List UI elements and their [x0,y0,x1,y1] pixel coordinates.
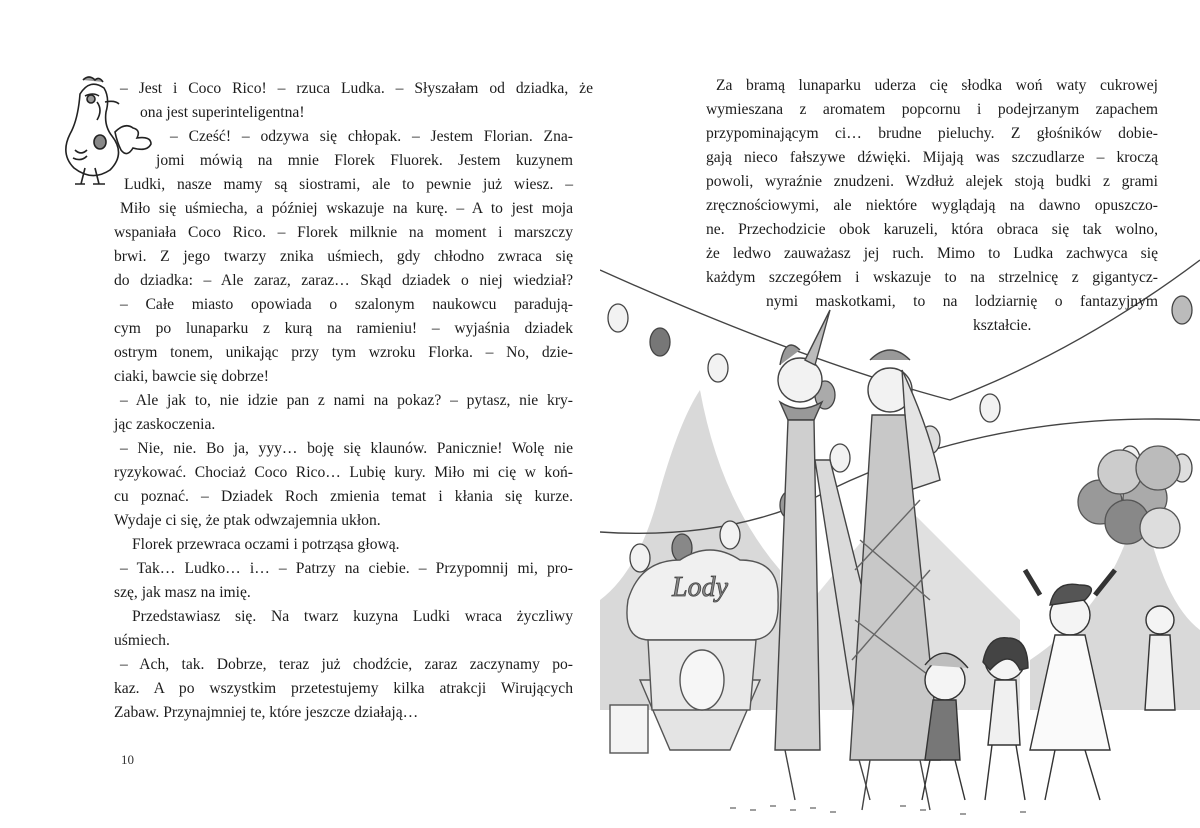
text-line: – Jest i Coco Rico! – rzuca Ludka. – Słyszałam od dziadka, że [120,80,593,97]
text-line: cym po lunaparku z kurą na ramieniu! – wyjaśnia dziadek [114,320,573,337]
text-line: ne. Przechodzicie obok karuzeli, która obraca się tak wolno, [706,221,1158,238]
text-line: nymi maskotkami, to na lodziarnię o fantazyjnym [766,293,1158,310]
lody-sign: Lody [672,572,728,603]
page-number: 10 [121,752,134,767]
right-page [600,0,1200,828]
text-line: – Nie, nie. Bo ja, yyy… boję się klaunów. Panicznie! Wolę nie [120,440,573,457]
text-line: Przedstawiasz się. Na twarz kuzyna Ludki wraca życzliwy [132,608,573,625]
text-line: – Całe miasto opowiada o szalonym naukowcu paradują- [120,296,573,313]
text-line: – Ale jak to, nie idzie pan z nami na pokaz? – pytasz, nie kry- [120,392,573,409]
text-line: ona jest superinteligentna! [140,104,305,121]
text-line: – Cześć! – odzywa się chłopak. – Jestem Florian. Zna- [170,128,573,145]
text-line: Ludki, nasze mamy są siostrami, ale to pewnie już wiesz. – [124,176,573,193]
text-line: – Ach, tak. Dobrze, teraz już chodźcie, zaraz zaczynamy po- [120,656,573,673]
text-line: powoli, wyraźnie znudzeni. Wzdłuż alejek stoją budki z grami [706,173,1158,190]
text-line: gają nieco fałszywe dźwięki. Mijają was szczudlarze – kroczą [706,149,1158,166]
text-line: Florek przewraca oczami i potrząsa głową. [132,536,400,553]
text-line: ryzykować. Chociaż Coco Rico… Lubię kury. Miło mi cię w koń- [114,464,573,481]
text-line: Wydaje ci się, że ptak odwzajemnia ukłon. [114,512,381,529]
text-line: – Tak… Ludko… i… – Patrzy na ciebie. – Przypomnij mi, pro- [120,560,573,577]
text-line: jąc zaskoczenia. [114,416,216,433]
text-line: każdym szczegółem i wskazuje to na strzelnicę z gigantycz- [706,269,1158,286]
text-line: Za bramą lunaparku uderza cię słodka woń waty cukrowej [716,77,1158,94]
text-line: Zabaw. Przynajmniej te, które jeszcze działają… [114,704,419,721]
text-line: wspaniała Coco Rico. – Florek milknie na moment i marszczy [114,224,573,241]
text-line: jomi mówią na mnie Florek Fluorek. Jestem kuzynem [156,152,573,169]
text-line: cu poznać. – Dziadek Roch zmienia temat i kłania się kurze. [114,488,573,505]
text-line: wymieszana z aromatem popcornu i podejrzanym zapachem [706,101,1158,118]
text-line: zręcznościowymi, ale niektóre wyglądają na dawno opuszczo- [706,197,1158,214]
text-line: Miło się uśmiecha, a później wskazuje na kurę. – A to jest moja [120,200,573,217]
text-line: kształcie. [973,317,1032,334]
text-line: że ledwo zauważasz jej ruch. Mimo to Ludka zachwyca się [706,245,1158,262]
text-line: ciaki, bawcie się dobrze! [114,368,269,385]
text-line: przypominającym ci… brudne pieluchy. Z głośników dobie- [706,125,1158,142]
amusement-park-illustration [600,240,1200,828]
text-line: brwi. Z jego twarzy znika uśmiech, gdy chłodno zwraca się [114,248,573,265]
text-line: ostrym tonem, unikając przy tym wzroku Florka. – No, dzie- [114,344,573,361]
balloons [1078,446,1180,548]
text-line: uśmiech. [114,632,170,649]
text-line: do dziadka: – Ale zaraz, zaraz… Skąd dziadek o niej wiedział? [114,272,573,289]
text-line: szę, jak masz na imię. [114,584,251,601]
text-line: kaz. A po wszystkim przetestujemy kilka atrakcji Wirujących [114,680,573,697]
